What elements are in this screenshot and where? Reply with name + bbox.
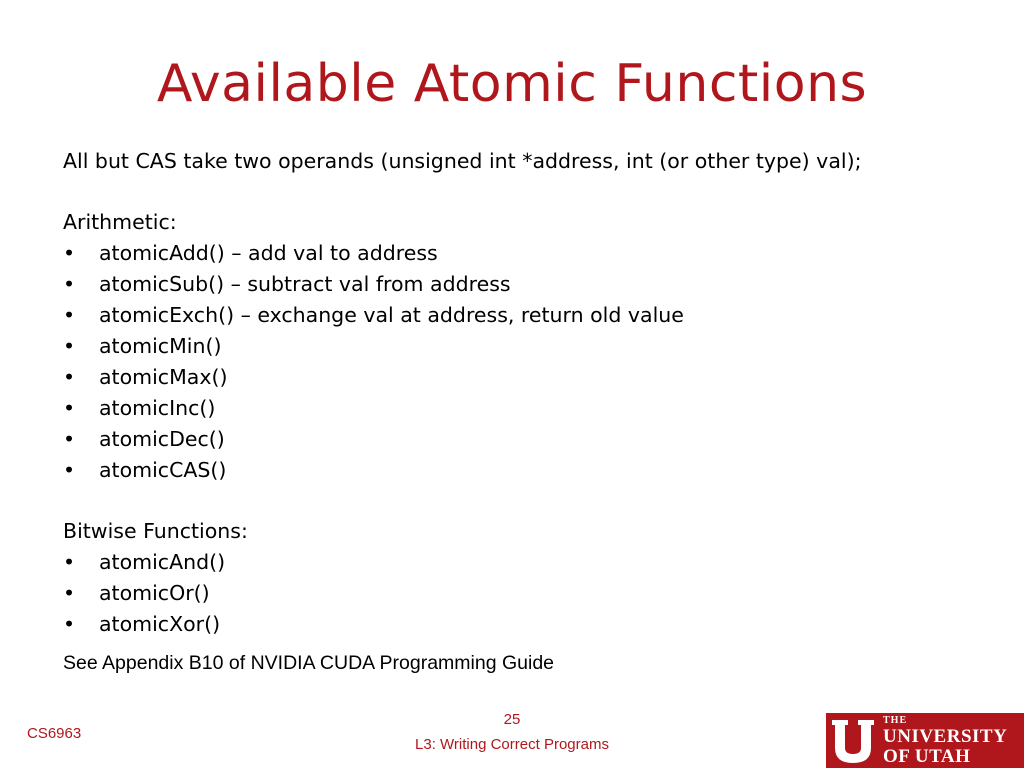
arithmetic-heading: Arithmetic: (63, 210, 177, 234)
logo-of-utah: OF UTAH (883, 746, 971, 767)
list-item-label: atomicOr() (99, 581, 210, 605)
lecture-subtitle: L3: Writing Correct Programs (415, 736, 609, 753)
course-code: CS6963 (27, 725, 82, 742)
list-item (63, 547, 1013, 578)
list-item (63, 455, 1013, 486)
list-item-label: atomicSub() – subtract val from address (99, 272, 511, 296)
list-item (63, 609, 1013, 640)
spacer (63, 177, 1013, 207)
list-item-label: atomicExch() – exchange val at address, return old value (99, 303, 684, 327)
list-item (63, 362, 1013, 393)
bitwise-heading: Bitwise Functions: (63, 519, 248, 543)
slide-body (63, 146, 1013, 640)
list-item-label: atomicXor() (99, 612, 221, 636)
spacer (63, 486, 1013, 516)
list-item (63, 331, 1013, 362)
bullet-icon: • (63, 241, 76, 265)
logo-wordmark (883, 716, 1007, 766)
list-item-label: atomicAdd() – add val to address (99, 241, 438, 265)
list-item-label: atomicInc() (99, 396, 216, 420)
list-item (63, 393, 1013, 424)
bullet-icon: • (63, 550, 76, 574)
bullet-icon: • (63, 581, 76, 605)
list-item (63, 238, 1013, 269)
bullet-icon: • (63, 272, 76, 296)
logo-the: THE (883, 715, 908, 726)
bullet-icon: • (63, 365, 76, 389)
slide-title: Available Atomic Functions (156, 54, 868, 114)
logo-university: UNIVERSITY (883, 726, 1008, 747)
list-item (63, 269, 1013, 300)
block-u-icon (828, 715, 878, 766)
bullet-icon: • (63, 427, 76, 451)
list-item-label: atomicMax() (99, 365, 228, 389)
list-item (63, 300, 1013, 331)
list-item-label: atomicMin() (99, 334, 222, 358)
appendix-note: See Appendix B10 of NVIDIA CUDA Programming Guide (63, 652, 555, 674)
bullet-icon: • (63, 303, 76, 327)
list-item (63, 578, 1013, 609)
list-item-label: atomicCAS() (99, 458, 227, 482)
page-number: 25 (503, 711, 521, 728)
list-item-label: atomicDec() (99, 427, 225, 451)
bullet-icon: • (63, 334, 76, 358)
bullet-icon: • (63, 458, 76, 482)
intro-text: All but CAS take two operands (unsigned int *address, int (or other type) val); (63, 149, 862, 173)
list-item (63, 424, 1013, 455)
list-item-label: atomicAnd() (99, 550, 226, 574)
university-logo (826, 713, 1024, 768)
bullet-icon: • (63, 612, 76, 636)
bullet-icon: • (63, 396, 76, 420)
